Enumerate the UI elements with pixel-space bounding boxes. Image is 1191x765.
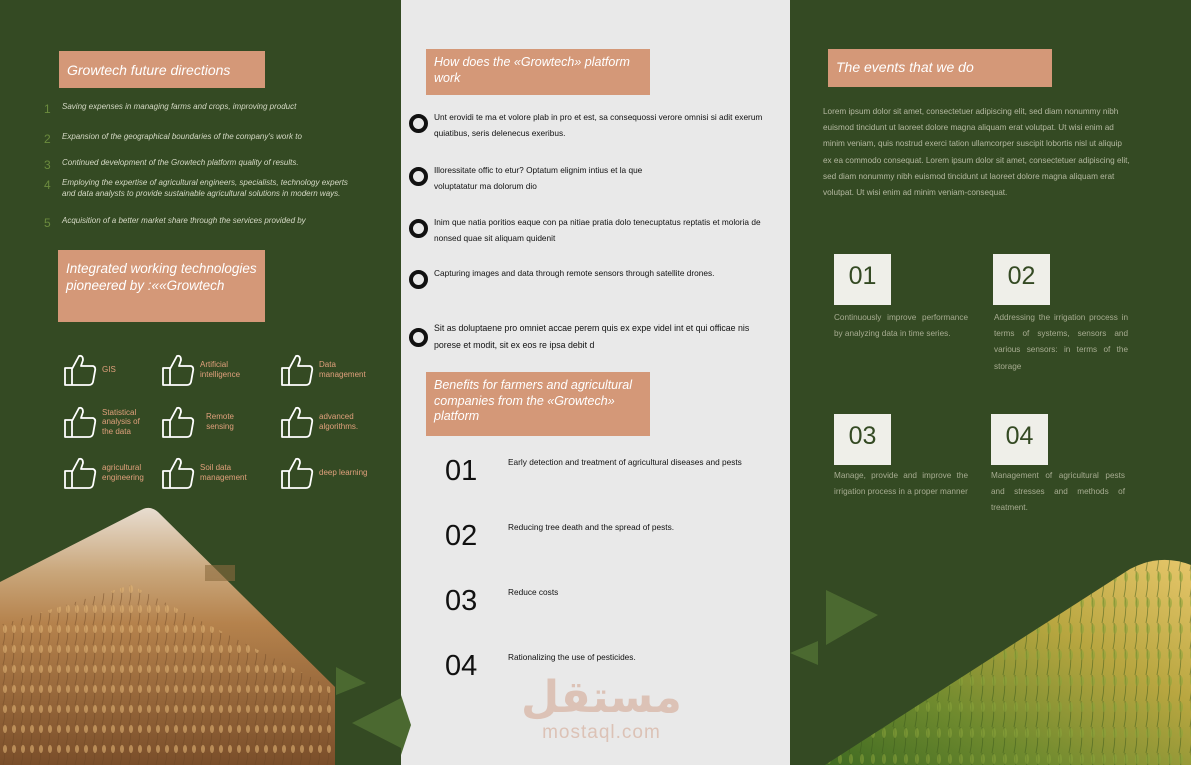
list-text: Acquisition of a better market share through the services provided by bbox=[62, 216, 306, 225]
benefit-number: 02 bbox=[445, 520, 478, 552]
event-number: 01 bbox=[834, 254, 891, 305]
list-text: Saving expenses in managing farms and crops, improving product bbox=[62, 102, 297, 111]
event-text: Addressing the irrigation process in terms of systems, sensors and various sensors: in terms of the storage bbox=[994, 313, 1128, 371]
green-wheat-image bbox=[790, 545, 1191, 765]
tech-label: Artificial intelligence bbox=[200, 360, 241, 379]
future-directions-title: Growtech future directions bbox=[59, 51, 265, 88]
tech-item-ai bbox=[160, 352, 270, 388]
benefit-item bbox=[445, 455, 765, 488]
how-it-works-title: How does the «Growtech» platform work bbox=[426, 49, 650, 95]
benefit-text: Early detection and treatment of agricultural diseases and pests bbox=[508, 457, 742, 467]
list-text: Employing the expertise of agricultural engineers, specialists, technology experts and data analysts to provide sustainable agricultural solutions in modern ways. bbox=[62, 178, 348, 198]
ring-bullet-icon bbox=[409, 328, 428, 347]
tech-label: advanced algorithms. bbox=[319, 412, 359, 431]
event-text: Manage, provide and improve the irrigation process in a proper manner bbox=[834, 471, 968, 497]
benefit-item bbox=[445, 585, 765, 618]
thumbs-up-icon bbox=[62, 455, 98, 491]
benefit-text: Reducing tree death and the spread of pests. bbox=[508, 522, 675, 532]
list-item bbox=[44, 178, 362, 200]
list-number: 5 bbox=[44, 216, 51, 230]
list-item bbox=[409, 163, 769, 195]
list-item bbox=[44, 102, 362, 116]
ring-bullet-icon bbox=[409, 167, 428, 186]
left-panel bbox=[0, 0, 401, 765]
list-number: 1 bbox=[44, 102, 51, 116]
benefit-item bbox=[445, 520, 765, 553]
thumbs-up-icon bbox=[279, 404, 315, 440]
list-item bbox=[409, 320, 769, 353]
benefit-number: 04 bbox=[445, 650, 478, 682]
middle-panel bbox=[401, 0, 790, 765]
thumbs-up-icon bbox=[62, 404, 98, 440]
tech-label: GIS bbox=[102, 365, 116, 375]
list-item bbox=[44, 132, 362, 146]
tech-item-remote-sensing bbox=[160, 404, 260, 440]
thumbs-up-icon bbox=[279, 352, 315, 388]
wheat-field-image bbox=[0, 505, 401, 765]
watermark-arabic: مستقل bbox=[521, 672, 682, 723]
events-title: The events that we do bbox=[828, 49, 1052, 87]
list-item bbox=[44, 158, 362, 172]
thumbs-up-icon bbox=[62, 352, 98, 388]
list-item bbox=[44, 216, 362, 230]
event-text: Management of agricultural pests and stresses and methods of treatment. bbox=[991, 471, 1125, 513]
tech-label: Soil data management bbox=[200, 463, 247, 482]
watermark-url: mostaql.com bbox=[542, 722, 661, 743]
thumbs-up-icon bbox=[160, 404, 196, 440]
list-text: Sit as doluptaene pro omniet accae perem quis ex expe videl int et qui officae nis porese et modit, sit ex eos re ipsa debit d bbox=[434, 323, 750, 350]
list-number: 4 bbox=[44, 178, 51, 192]
list-text: Illoressitate offic to etur? Optatum elignim intius et la que voluptatatur ma dolorum dio bbox=[434, 165, 643, 191]
tech-item-advanced-algorithms bbox=[279, 404, 389, 440]
tech-item-data-management bbox=[279, 352, 389, 388]
watermark bbox=[521, 672, 682, 744]
benefits-title: Benefits for farmers and agricultural companies from the «Growtech» platform bbox=[426, 372, 650, 436]
tech-item-agricultural-engineering bbox=[62, 455, 162, 491]
ring-bullet-icon bbox=[409, 114, 428, 133]
list-item bbox=[409, 110, 769, 142]
list-text: Expansion of the geographical boundaries of the company's work to bbox=[62, 132, 302, 141]
tech-item-deep-learning bbox=[279, 455, 389, 491]
events-description: Lorem ipsum dolor sit amet, consectetuer adipiscing elit, sed diam nonummy nibh euismod tincidunt ut laoreet dolore magna aliquam erat volutpat. Ut wisi enim ad minim veniam, quis nostrud exerci tation ullamcorper suscipit lobortis nisl ut aliquip ex ea commodo consequat. Lorem ipsum dolor sit amet, consectetuer adipiscing elit, sed diam nonummy nibh euismod tincidunt ut laoreet dolore magna aliquam erat volutpat. Ut wisi enim ad minim veniam-consequat. bbox=[823, 107, 1130, 198]
ring-bullet-icon bbox=[409, 219, 428, 238]
technologies-title: Integrated working technologies pioneered by :««Growtech bbox=[58, 250, 265, 322]
tech-item-statistical-analysis bbox=[62, 404, 162, 440]
list-item bbox=[409, 266, 769, 289]
right-panel bbox=[790, 0, 1191, 765]
tech-label: agricultural engineering bbox=[102, 463, 144, 482]
list-text: Capturing images and data through remote sensors through satellite drones. bbox=[434, 268, 715, 278]
event-number: 04 bbox=[991, 414, 1048, 465]
tech-item-gis bbox=[62, 352, 116, 388]
event-number: 03 bbox=[834, 414, 891, 465]
tech-item-soil-data-management bbox=[160, 455, 260, 491]
thumbs-up-icon bbox=[279, 455, 315, 491]
tech-label: Remote sensing bbox=[205, 412, 234, 431]
triangle-decoration bbox=[401, 695, 411, 755]
list-number: 3 bbox=[44, 158, 51, 172]
list-item bbox=[409, 215, 769, 247]
benefit-number: 01 bbox=[445, 455, 478, 487]
benefit-text: Rationalizing the use of pesticides. bbox=[508, 652, 636, 662]
benefit-text: Reduce costs bbox=[508, 587, 559, 597]
list-text: Unt erovidi te ma et volore plab in pro et est, sa consequossi verore omnisi si adit exerum quiatibus, seris delenecus exeribus. bbox=[434, 112, 763, 138]
thumbs-up-icon bbox=[160, 455, 196, 491]
event-number: 02 bbox=[993, 254, 1050, 305]
ring-bullet-icon bbox=[409, 270, 428, 289]
tech-label: Data management bbox=[319, 360, 366, 379]
thumbs-up-icon bbox=[160, 352, 196, 388]
list-number: 2 bbox=[44, 132, 51, 146]
tech-label: Statistical analysis of the data bbox=[102, 407, 140, 436]
list-text: Inim que natia poritios eaque con pa nitiae pratia dolo tenecuptatus reptatis et moloria de nonsed quae sit aliquam quidenit bbox=[434, 217, 761, 243]
event-text: Continuously improve performance by analyzing data in time series. bbox=[834, 313, 968, 339]
list-text: Continued development of the Growtech platform quality of results. bbox=[62, 158, 299, 167]
benefit-number: 03 bbox=[445, 585, 478, 617]
tech-label: deep learning bbox=[319, 468, 368, 478]
